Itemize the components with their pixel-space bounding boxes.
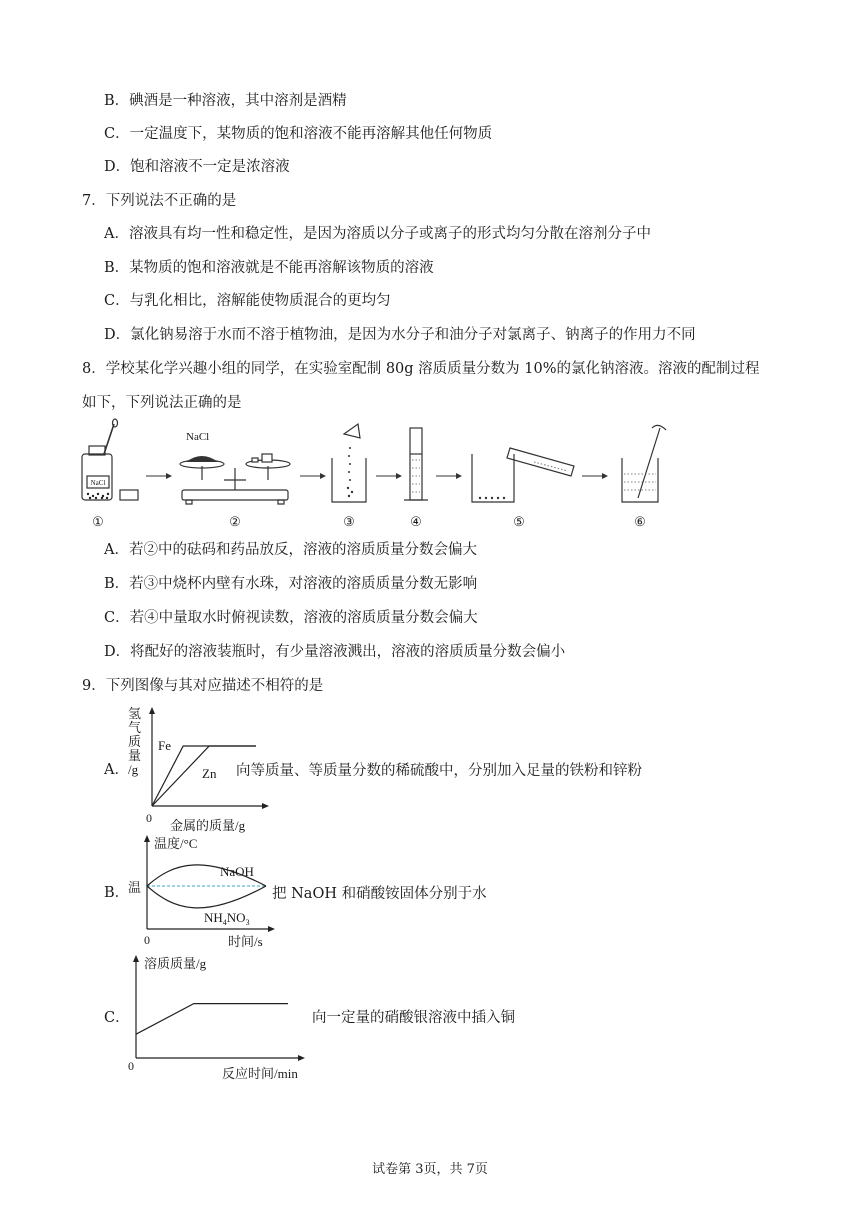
chart-a-ylabel-5: /g bbox=[128, 762, 139, 777]
q9-b-desc: 把 NaOH 和硝酸铵固体分别于水 bbox=[272, 886, 487, 902]
chart-c-xlabel: 反应时间/min bbox=[222, 1066, 298, 1081]
step-label-5: ⑤ bbox=[513, 514, 525, 529]
q8-stem-line1: 8．学校某化学兴趣小组的同学，在实验室配制 80g 溶质质量分数为 10%的氯化钠溶液。溶液的配制过程 bbox=[82, 361, 760, 377]
page-footer: 试卷第 3页，共 7页 bbox=[372, 1162, 488, 1177]
q6-option-d: D．饱和溶液不一定是浓溶液 bbox=[104, 159, 290, 175]
chart-a-ylabel-3: 质 bbox=[128, 734, 142, 749]
nacl-label: NaCl bbox=[186, 431, 210, 443]
chart-c-line bbox=[136, 1004, 288, 1035]
beaker-solid bbox=[479, 497, 505, 499]
chart-a-ylabel-1: 氢 bbox=[128, 706, 142, 721]
q7-stem: 7．下列说法不正确的是 bbox=[82, 193, 237, 209]
q8-option-c: C．若④中量取水时俯视读数，溶液的溶质质量分数会偏大 bbox=[104, 610, 478, 626]
chart-b-side-label: 温 bbox=[128, 880, 142, 895]
q9-b-letter: B． bbox=[104, 885, 130, 901]
falling-powder bbox=[347, 447, 353, 497]
pouring-beaker-icon bbox=[472, 448, 574, 502]
beaker-icon bbox=[332, 424, 366, 502]
chart-b-xlabel: 时间/s bbox=[228, 934, 263, 949]
q9-c-letter: C． bbox=[104, 1010, 130, 1026]
cylinder-water bbox=[412, 460, 420, 492]
chart-b-series-naoh: NaOH bbox=[220, 864, 254, 879]
step-label-6: ⑥ bbox=[634, 514, 646, 529]
q6-option-b: B．碘酒是一种溶液，其中溶剂是酒精 bbox=[104, 93, 347, 109]
bottle-label: NaCl bbox=[90, 479, 106, 487]
q8-option-d: D．将配好的溶液装瓶时，有少量溶液溅出，溶液的溶质质量分数会偏小 bbox=[104, 644, 566, 660]
chart-b-series-nh4no3: $NH_4NO_3$ bbox=[204, 910, 250, 927]
chart-a-origin: 0 bbox=[146, 811, 152, 825]
stirring-beaker-icon bbox=[622, 425, 666, 502]
q7-option-c: C．与乳化相比，溶解能使物质混合的更均匀 bbox=[104, 293, 391, 309]
q8-stem-line2: 如下，下列说法正确的是 bbox=[82, 395, 242, 411]
step-label-1: ① bbox=[92, 514, 104, 529]
reagent-bottle-icon bbox=[82, 419, 138, 500]
q9-c-desc: 向一定量的硝酸银溶液中插入铜 bbox=[312, 1010, 515, 1026]
graduated-cylinder-icon bbox=[404, 428, 428, 500]
chart-b-origin: 0 bbox=[144, 933, 150, 947]
q7-option-a: A．溶液具有均一性和稳定性，是因为溶质以分子或离子的形式均匀分散在溶剂分子中 bbox=[104, 226, 651, 242]
q8-option-a: A．若②中的砝码和药品放反，溶液的溶质质量分数会偏大 bbox=[104, 542, 477, 558]
q9-chart-b bbox=[124, 834, 284, 948]
powder-dots bbox=[87, 493, 109, 499]
q7-option-d: D．氯化钠易溶于水而不溶于植物油，是因为水分子和油分子对氯离子、钠离子的作用力不同 bbox=[104, 327, 696, 343]
q9-stem: 9．下列图像与其对应描述不相符的是 bbox=[82, 678, 324, 694]
step-label-3: ③ bbox=[343, 514, 355, 529]
q7-option-b: B．某物质的饱和溶液就是不能再溶解该物质的溶液 bbox=[104, 260, 434, 276]
chart-a-xlabel: 金属的质量/g bbox=[170, 818, 246, 833]
chart-b-ylabel: 温度/°C bbox=[154, 836, 198, 851]
chart-a-series-zn: Zn bbox=[202, 766, 217, 781]
chart-a-ylabel-4: 量 bbox=[128, 748, 142, 763]
chart-c-ylabel: 溶质质量/g bbox=[144, 956, 207, 971]
chart-a-series-fe: Fe bbox=[158, 738, 171, 753]
q6-option-c: C．一定温度下，某物质的饱和溶液不能再溶解其他任何物质 bbox=[104, 126, 493, 142]
q9-a-letter: A． bbox=[104, 762, 129, 778]
chart-b-nh4no3-curve bbox=[147, 886, 266, 908]
q8-procedure-figure bbox=[74, 418, 684, 534]
step-label-2: ② bbox=[229, 514, 241, 529]
nacl-pile bbox=[186, 456, 218, 462]
q8-option-b: B．若③中烧杯内壁有水珠，对溶液的溶质质量分数无影响 bbox=[104, 576, 478, 592]
chart-a-ylabel-2: 气 bbox=[128, 720, 142, 735]
chart-c-series-0 bbox=[136, 1004, 288, 1035]
q9-a-desc: 向等质量、等质量分数的稀硫酸中，分别加入足量的铁粉和锌粉 bbox=[236, 763, 642, 779]
q9-chart-c bbox=[124, 952, 314, 1080]
chart-c-origin: 0 bbox=[128, 1059, 134, 1073]
step-label-4: ④ bbox=[410, 514, 422, 529]
